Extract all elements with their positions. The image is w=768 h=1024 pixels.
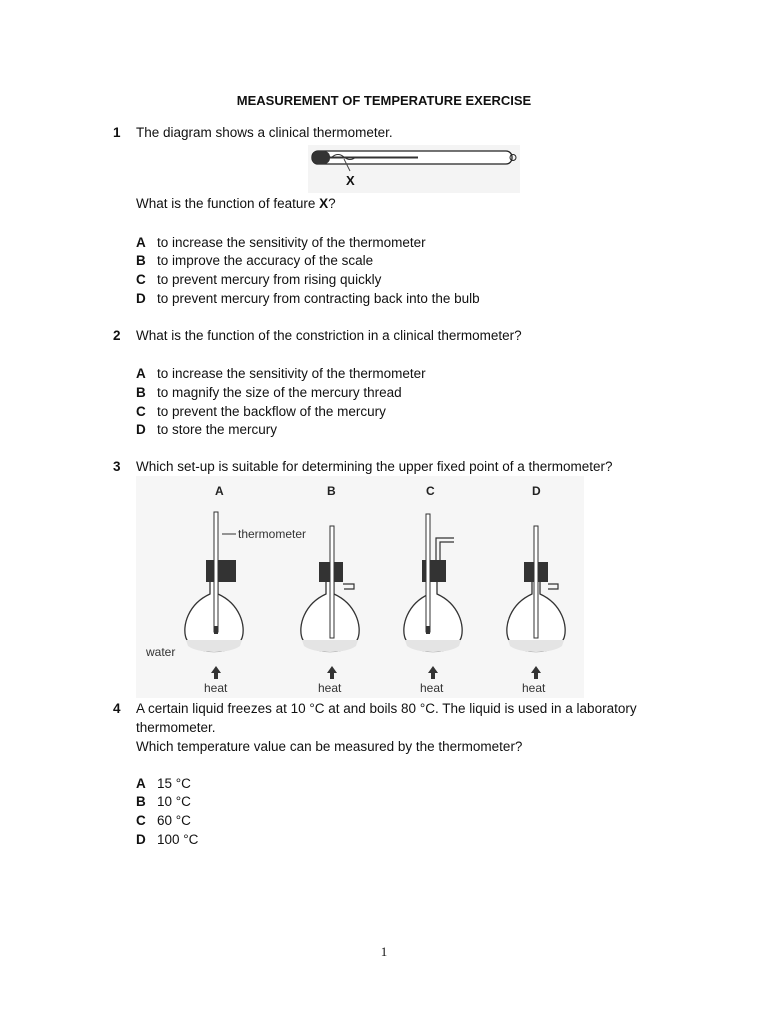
question-1-text: The diagram shows a clinical thermometer. [136, 125, 393, 140]
question-2-number: 2 [113, 328, 121, 343]
q2-option-a-text[interactable]: to increase the sensitivity of the thermometer [157, 366, 426, 381]
question-4-text-line1: A certain liquid freezes at 10 °C at and boils 80 °C. The liquid is used in a laboratory [136, 701, 637, 716]
feature-x-label: X [346, 173, 355, 188]
question-4-text-line3: Which temperature value can be measured by the thermometer? [136, 739, 523, 754]
q2-option-b-letter[interactable]: B [136, 385, 146, 400]
q4-option-a-text[interactable]: 15 °C [157, 776, 191, 791]
q2-option-a-letter[interactable]: A [136, 366, 146, 381]
question-1-number: 1 [113, 125, 121, 140]
q4-option-b-letter[interactable]: B [136, 794, 146, 809]
question-1-prompt-end: ? [328, 196, 336, 211]
q1-option-a-text[interactable]: to increase the sensitivity of the thermometer [157, 235, 426, 250]
q2-option-b-text[interactable]: to magnify the size of the mercury thread [157, 385, 402, 400]
water-label: water [146, 645, 176, 659]
question-1-prompt [136, 196, 336, 211]
q2-option-d-text[interactable]: to store the mercury [157, 422, 278, 437]
q4-option-a-letter[interactable]: A [136, 776, 146, 791]
q1-option-d-text[interactable]: to prevent mercury from contracting back into the bulb [157, 291, 480, 306]
q1-option-b-text[interactable]: to improve the accuracy of the scale [157, 253, 374, 268]
setup-a-heat-label: heat [204, 681, 228, 695]
q4-option-c-letter[interactable]: C [136, 813, 146, 828]
q1-option-c-letter[interactable]: C [136, 272, 146, 287]
setup-b-heat-label: heat [318, 681, 342, 695]
setup-d-label: D [532, 484, 541, 498]
question-1-prompt-start: What is the function of feature [136, 196, 320, 211]
question-4-text-line2: thermometer. [136, 720, 216, 735]
question-3-text: Which set-up is suitable for determining the upper fixed point of a thermometer? [136, 459, 613, 474]
q1-option-c-text[interactable]: to prevent mercury from rising quickly [157, 272, 382, 287]
question-2-text: What is the function of the constriction in a clinical thermometer? [136, 328, 522, 343]
q1-option-b-letter[interactable]: B [136, 253, 146, 268]
setup-d-heat-label: heat [522, 681, 546, 695]
q4-option-d-text[interactable]: 100 °C [157, 832, 199, 847]
question-1-prompt-bold: X [319, 196, 329, 211]
q4-option-d-letter[interactable]: D [136, 832, 146, 847]
q1-option-d-letter[interactable]: D [136, 291, 146, 306]
q2-option-d-letter[interactable]: D [136, 422, 146, 437]
question-4-number: 4 [113, 701, 121, 716]
setup-a-label: A [215, 484, 224, 498]
clinical-thermometer-figure [308, 145, 520, 193]
q4-option-b-text[interactable]: 10 °C [157, 794, 191, 809]
thermometer-label: thermometer [238, 527, 307, 541]
q1-option-a-letter[interactable]: A [136, 235, 146, 250]
setup-b-label: B [327, 484, 336, 498]
question-3-number: 3 [113, 459, 121, 474]
q4-option-c-text[interactable]: 60 °C [157, 813, 191, 828]
q2-option-c-text[interactable]: to prevent the backflow of the mercury [157, 404, 386, 419]
page-number: 1 [380, 944, 388, 959]
page-title: MEASUREMENT OF TEMPERATURE EXERCISE [236, 93, 532, 108]
fixed-point-setups-figure [136, 476, 584, 698]
setup-c-label: C [426, 484, 435, 498]
q2-option-c-letter[interactable]: C [136, 404, 146, 419]
setup-c-heat-label: heat [420, 681, 444, 695]
